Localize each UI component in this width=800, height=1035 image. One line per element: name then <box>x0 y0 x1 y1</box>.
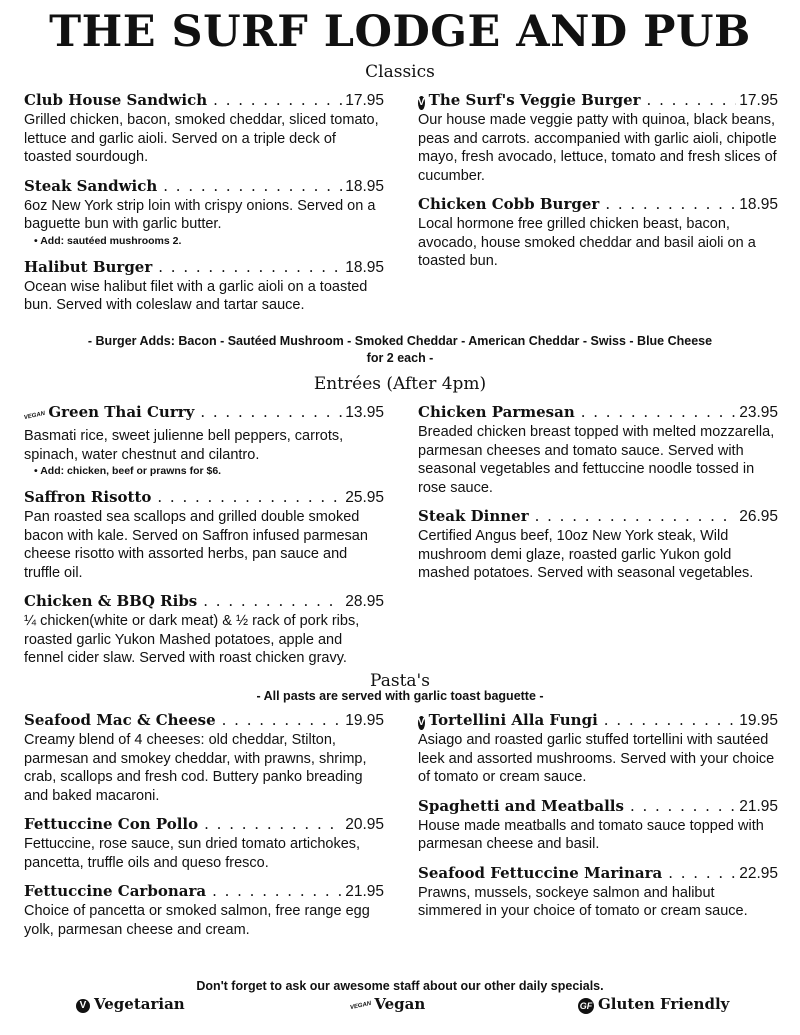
menu-item-green-thai-curry <box>24 403 384 478</box>
dot-leader <box>204 815 342 834</box>
legend-label: Gluten Friendly <box>598 995 730 1013</box>
menu-item-name: Chicken Cobb Burger <box>418 195 600 213</box>
pasta-note: - All pasts are served with garlic toast baguette - <box>256 689 544 703</box>
section-heading-classics: Classics <box>365 62 435 82</box>
menu-item-description: Our house made veggie patty with quinoa, black beans, peas and carrots. accompanied with garlic aioli, chipotle mayo, fresh avocado, lettuce, tomato and fresh slices of cucumber. <box>418 112 777 184</box>
menu-item-header <box>24 882 384 901</box>
menu-item-description: Asiago and roasted garlic stuffed tortellini with sautéed leek and assorted mushrooms. Served with your choice of tomato or cream sauce. <box>418 732 775 785</box>
menu-item-chicken-cobb-burger <box>418 195 778 271</box>
menu-item-fettuccine-carbonara <box>24 882 384 939</box>
menu-item-tortellini-alla-fungi <box>418 711 778 787</box>
menu-item-price: 19.95 <box>739 712 778 729</box>
menu-item-description: Grilled chicken, bacon, smoked cheddar, sliced tomato, lettuce and garlic aioli. Served on a triple deck of toasted sourdough. <box>24 112 379 165</box>
menu-item-header <box>418 507 778 526</box>
menu-item-seafood-mac-cheese <box>24 711 384 805</box>
menu-item-seafood-fettuccine-marinara <box>418 864 778 921</box>
menu-item-chicken-parmesan <box>418 403 778 497</box>
menu-item-header <box>24 592 384 611</box>
legend-vegetarian <box>76 994 185 1014</box>
menu-item-description: Creamy blend of 4 cheeses: old cheddar, Stilton, parmesan and smokey cheddar, with prawns, shrimp, crab, scallops and fresh cod. Buttery panko breading and baked macaroni. <box>24 732 367 804</box>
daily-specials-note: Don't forget to ask our awesome staff about our other daily specials. <box>196 979 604 993</box>
menu-item-price: 18.95 <box>345 258 384 276</box>
vegetarian-icon: V <box>418 97 425 108</box>
menu-item-price: 17.95 <box>345 92 384 109</box>
pastas-left-column <box>24 711 384 949</box>
dot-leader <box>581 403 736 422</box>
dot-leader <box>630 797 736 816</box>
menu-item-price: 21.95 <box>739 797 778 815</box>
dot-leader <box>605 195 736 214</box>
vegan-icon: VEGAN <box>23 410 46 422</box>
menu-item-price: 28.95 <box>345 593 384 610</box>
legend-gluten-friendly <box>578 994 729 1014</box>
menu-item-halibut-burger <box>24 258 384 315</box>
menu-item-description: Prawns, mussels, sockeye salmon and halibut simmered in your choice of tomato or cream sauce. <box>418 884 748 919</box>
menu-item-price: 13.95 <box>345 404 384 421</box>
menu-item-description: ¼ chicken(white or dark meat) & ½ rack of pork ribs, roasted garlic Yukon Mashed potatoes, apple and fennel cider slaw. Served with roast chicken gravy. <box>24 613 360 666</box>
menu-item-chicken-bbq-ribs <box>24 592 384 668</box>
dot-leader <box>213 91 342 110</box>
vegetarian-icon: V <box>76 999 90 1013</box>
menu-item-steak-dinner <box>418 507 778 583</box>
menu-item-description: Ocean wise halibut filet with a garlic aioli on a toasted bun. Served with coleslaw and tartar sauce. <box>24 278 368 313</box>
dot-leader <box>157 488 342 507</box>
menu-item-club-house-sandwich <box>24 91 384 167</box>
dot-leader <box>535 507 737 526</box>
menu-item-name: Tortellini Alla Fungi <box>428 711 598 729</box>
pastas-right-column <box>418 711 778 931</box>
classics-right-column <box>418 91 778 281</box>
menu-item-name: Club House Sandwich <box>24 91 208 109</box>
menu-item-saffron-risotto <box>24 488 384 582</box>
menu-item-description: Pan roasted sea scallops and grilled double smoked bacon with kale. Served on Saffron infused parmesan cheese risotto with assorted herbs, pan sauce and truffle oil. <box>24 509 368 581</box>
legend-label: Vegetarian <box>94 995 185 1013</box>
menu-item-name: Chicken Parmesan <box>418 403 575 421</box>
menu-item-price: 20.95 <box>345 816 384 833</box>
menu-item-name: Steak Dinner <box>418 507 529 525</box>
menu-item-description: Breaded chicken breast topped with melted mozzarella, parmesan cheeses and tomato sauce. Served with seasonal vegetables and fettuccine noodle tossed in rose sauce. <box>418 424 775 496</box>
menu-item-name: Steak Sandwich <box>24 176 158 195</box>
menu-item-description: Choice of pancetta or smoked salmon, free range egg yolk, parmesan cheese and cream. <box>24 903 370 938</box>
menu-item-spaghetti-and-meatballs <box>418 797 778 854</box>
burger-adds-note-price: for 2 each - <box>366 351 434 365</box>
menu-item-name: Chicken & BBQ Ribs <box>24 592 198 610</box>
burger-adds-note: - Burger Adds: Bacon - Sautéed Mushroom - Smoked Cheddar - American Cheddar - Swiss - Blue Cheese <box>87 334 713 348</box>
menu-item-price: 19.95 <box>345 712 384 729</box>
classics-left-column <box>24 91 384 325</box>
menu-item-header <box>24 711 384 730</box>
menu-item-description: Fettuccine, rose sauce, sun dried tomato artichokes, pancetta, truffle oils and queso fresco. <box>24 836 361 871</box>
menu-item-addon: • Add: chicken, beef or prawns for $6. <box>34 465 222 477</box>
menu-item-header <box>418 195 778 214</box>
menu-item-name: Fettuccine Carbonara <box>24 882 207 900</box>
legend-label: Vegan <box>374 995 426 1013</box>
gluten-friendly-icon: GF <box>578 998 594 1014</box>
menu-item-fettuccine-con-pollo <box>24 815 384 872</box>
menu-item-header <box>24 91 384 110</box>
menu-item-header <box>418 864 778 883</box>
menu-item-header <box>24 403 384 426</box>
dot-leader <box>668 864 736 883</box>
dot-leader <box>203 592 342 611</box>
dot-leader <box>163 177 342 196</box>
dot-leader <box>604 711 736 730</box>
menu-item-steak-sandwich <box>24 177 384 248</box>
dot-leader <box>647 91 737 110</box>
dot-leader <box>158 258 342 277</box>
menu-item-price: 21.95 <box>345 883 384 900</box>
menu-item-price: 23.95 <box>739 404 778 421</box>
menu-item-header <box>24 258 384 277</box>
menu-item-price: 26.95 <box>739 508 778 525</box>
menu-item-price: 25.95 <box>345 489 384 506</box>
menu-item-description: House made meatballs and tomato sauce topped with parmesan cheese and basil. <box>418 817 764 852</box>
entrees-right-column <box>418 403 778 593</box>
menu-item-description: Local hormone free grilled chicken beast, bacon, avocado, house smoked cheddar and basil aioli on a toasted bun. <box>418 216 756 269</box>
section-heading-pastas: Pasta's <box>370 671 430 691</box>
section-heading-entrees: Entrées (After 4pm) <box>313 374 487 394</box>
menu-item-description: Basmati rice, sweet julienne bell peppers, carrots, spinach, water chestnut and cilantro. <box>24 428 344 463</box>
menu-item-name: The Surf's Veggie Burger <box>428 91 641 109</box>
menu-item-name: Seafood Fettuccine Marinara <box>418 863 663 882</box>
vegetarian-icon: V <box>418 717 425 728</box>
menu-item-header <box>24 488 384 507</box>
menu-item-header <box>418 403 778 422</box>
menu-item-name: Green Thai Curry <box>48 403 195 421</box>
dot-leader <box>222 711 343 730</box>
menu-item-the-surf-s-veggie-burger <box>418 91 778 185</box>
menu-item-addon: • Add: sautéed mushrooms 2. <box>34 234 182 247</box>
vegan-icon: VEGAN <box>349 1000 372 1012</box>
menu-item-name: Fettuccine Con Pollo <box>24 815 199 833</box>
menu-item-price: 22.95 <box>739 864 778 882</box>
menu-item-header <box>24 815 384 834</box>
menu-item-name: Spaghetti and Meatballs <box>418 796 624 815</box>
menu-item-price: 18.95 <box>739 196 778 213</box>
dot-leader <box>212 882 342 901</box>
menu-item-price: 17.95 <box>739 92 778 109</box>
menu-item-name: Saffron Risotto <box>24 488 152 506</box>
menu-item-description: Certified Angus beef, 10oz New York steak, Wild mushroom demi glaze, roasted garlic Yukon gold mashed potatoes. Served with seasonal vegetables. <box>418 528 754 581</box>
menu-item-header <box>418 711 778 730</box>
menu-item-name: Seafood Mac & Cheese <box>24 711 216 729</box>
dot-leader <box>200 403 342 422</box>
menu-item-header <box>24 177 384 196</box>
entrees-left-column <box>24 403 384 678</box>
menu-item-header <box>418 91 778 110</box>
menu-title: THE SURF LODGE AND PUB <box>49 7 751 57</box>
menu-item-header <box>418 797 778 816</box>
menu-item-price: 18.95 <box>345 177 384 195</box>
menu-item-description: 6oz New York strip loin with crispy onions. Served on a baguette bun with garlic butter. <box>24 197 376 232</box>
legend-vegan <box>350 994 425 1016</box>
menu-item-name: Halibut Burger <box>24 257 153 276</box>
